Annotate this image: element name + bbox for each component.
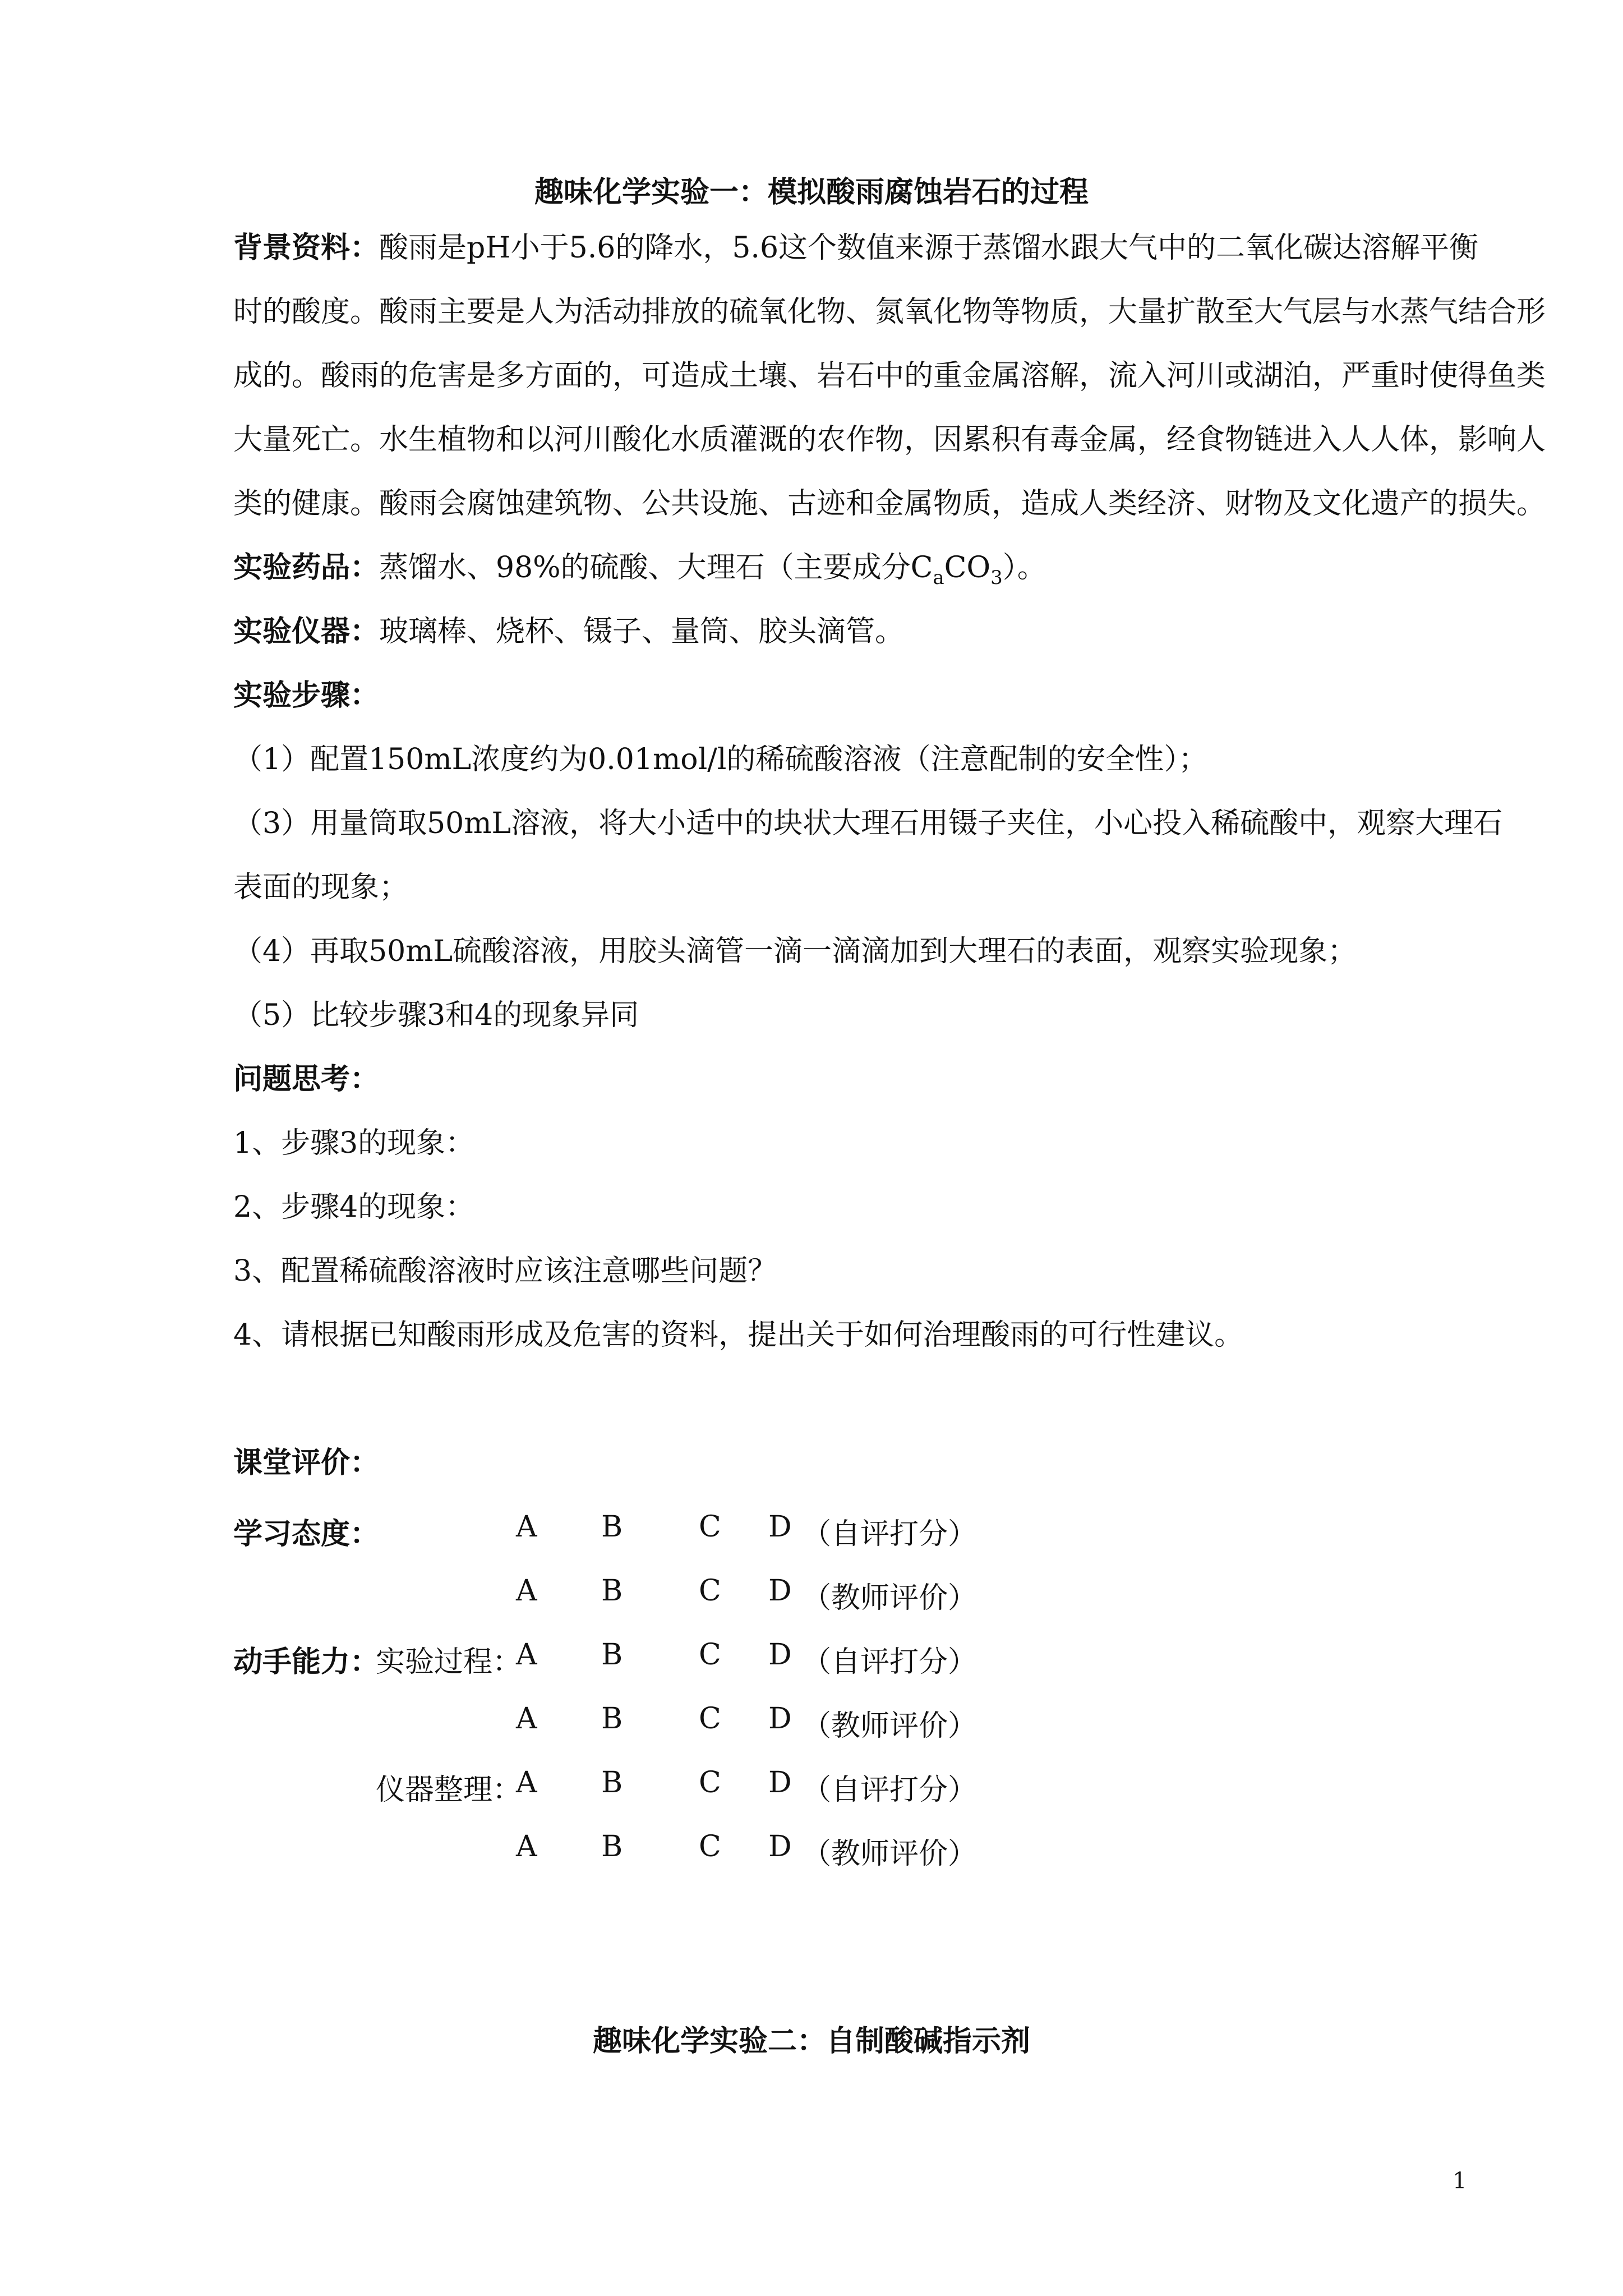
background-text-1: 酸雨是pH小于5.6的降水，5.6这个数值来源于蒸馏水跟大气中的二氧化碳达溶解平衡 xyxy=(379,231,1479,265)
background-line-4: 大量死亡。水生植物和以河川酸化水质灌溉的农作物，因累积有毒金属，经食物链进入人人体，影响人 xyxy=(233,423,1546,457)
experiment-1-title: 趣味化学实验一：模拟酸雨腐蚀岩石的过程 xyxy=(534,175,1089,209)
grade-b: B xyxy=(601,1830,623,1864)
reagents-co: CO xyxy=(944,551,991,585)
evaluation-label: 课堂评价： xyxy=(233,1446,380,1480)
steps-label: 实验步骤： xyxy=(233,678,380,712)
evaluation-row xyxy=(233,1510,1355,1551)
evaluation-note: （教师评价） xyxy=(802,1581,978,1615)
experiment-2-title: 趣味化学实验二：自制酸碱指示剂 xyxy=(592,2024,1030,2058)
evaluation-row xyxy=(233,1830,1355,1871)
grade-d: D xyxy=(768,1574,792,1608)
step-3-continued: 表面的现象； xyxy=(233,871,409,904)
grade-a: A xyxy=(516,1574,537,1608)
page-number: 1 xyxy=(1453,2168,1467,2194)
background-line-5: 类的健康。酸雨会腐蚀建筑物、公共设施、古迹和金属物质，造成人类经济、财物及文化遗产的损失。 xyxy=(233,487,1546,521)
grade-a: A xyxy=(516,1702,537,1736)
question-4: 4、请根据已知酸雨形成及危害的资料，提出关于如何治理酸雨的可行性建议。 xyxy=(233,1318,1244,1352)
evaluation-row xyxy=(233,1638,1355,1679)
reagents-sub-3: 3 xyxy=(990,567,1003,589)
grade-b: B xyxy=(601,1574,623,1608)
evaluation-sub: 实验过程： xyxy=(376,1645,522,1679)
grade-b: B xyxy=(601,1510,623,1544)
evaluation-category: 动手能力： xyxy=(233,1645,380,1679)
grade-c: C xyxy=(699,1830,721,1864)
grade-a: A xyxy=(516,1830,537,1864)
evaluation-note: （自评打分） xyxy=(802,1773,978,1807)
step-5: （5）比较步骤3和4的现象异同 xyxy=(233,999,639,1032)
question-1: 1、步骤3的现象： xyxy=(233,1126,475,1160)
question-2: 2、步骤4的现象： xyxy=(233,1190,475,1224)
evaluation-note: （自评打分） xyxy=(802,1517,978,1551)
step-4: （4）再取50mL硫酸溶液，用胶头滴管一滴一滴滴加到大理石的表面，观察实验现象； xyxy=(233,935,1357,968)
instruments-label: 实验仪器： xyxy=(233,614,380,648)
evaluation-sub: 仪器整理： xyxy=(376,1773,522,1807)
evaluation-row xyxy=(233,1766,1355,1807)
grade-c: C xyxy=(699,1638,721,1672)
evaluation-note: （教师评价） xyxy=(802,1709,978,1743)
reagents-sub-a: a xyxy=(933,567,944,589)
grade-d: D xyxy=(768,1702,792,1736)
evaluation-category: 学习态度： xyxy=(233,1517,380,1551)
background-line-1 xyxy=(233,231,1478,265)
reagents-label: 实验药品： xyxy=(233,550,380,585)
background-label: 背景资料： xyxy=(233,231,380,265)
grade-c: C xyxy=(699,1766,721,1800)
reagents-line xyxy=(233,551,1046,588)
reagents-end: ）。 xyxy=(1002,551,1046,585)
reagents-text: 蒸馏水、98%的硫酸、大理石（主要成分C xyxy=(379,551,933,585)
evaluation-note: （教师评价） xyxy=(802,1837,978,1871)
grade-d: D xyxy=(768,1830,792,1864)
grade-a: A xyxy=(516,1766,537,1800)
step-3: （3）用量筒取50mL溶液，将大小适中的块状大理石用镊子夹住，小心投入稀硫酸中，观察大理石 xyxy=(233,807,1503,840)
questions-label: 问题思考： xyxy=(233,1062,380,1096)
instruments-text: 玻璃棒、烧杯、镊子、量筒、胶头滴管。 xyxy=(379,615,905,648)
grade-a: A xyxy=(516,1510,537,1544)
question-3: 3、配置稀硫酸溶液时应该注意哪些问题？ xyxy=(233,1254,777,1288)
grade-d: D xyxy=(768,1638,792,1672)
evaluation-row xyxy=(233,1574,1355,1615)
evaluation-note: （自评打分） xyxy=(802,1645,978,1679)
background-line-2: 时的酸度。酸雨主要是人为活动排放的硫氧化物、氮氧化物等物质，大量扩散至大气层与水蒸气结合形 xyxy=(233,295,1546,329)
grade-a: A xyxy=(516,1638,537,1672)
background-line-3: 成的。酸雨的危害是多方面的，可造成土壤、岩石中的重金属溶解，流入河川或湖泊，严重时使得鱼类 xyxy=(233,359,1546,393)
instruments-line xyxy=(233,615,904,648)
grade-c: C xyxy=(699,1702,721,1736)
grade-b: B xyxy=(601,1766,623,1800)
grade-c: C xyxy=(699,1510,721,1544)
step-1: （1）配置150mL浓度约为0.01mol/l的稀硫酸溶液（注意配制的安全性）； xyxy=(233,743,1208,776)
grade-c: C xyxy=(699,1574,721,1608)
grade-d: D xyxy=(768,1766,792,1800)
grade-b: B xyxy=(601,1638,623,1672)
evaluation-row xyxy=(233,1702,1355,1743)
grade-d: D xyxy=(768,1510,792,1544)
grade-b: B xyxy=(601,1702,623,1736)
